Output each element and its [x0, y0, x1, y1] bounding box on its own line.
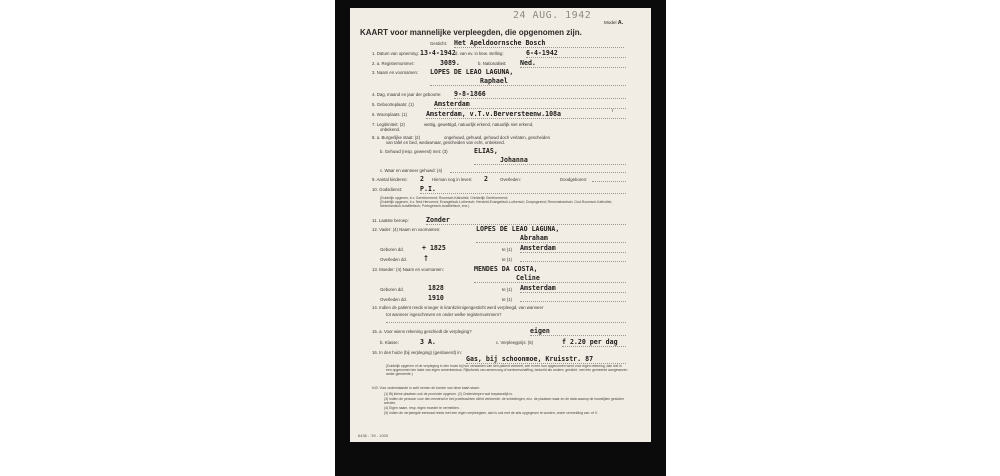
father-name-value: LOPES DE LEAO LAGUNA, — [476, 225, 560, 233]
residence-value: Amsterdam, v.T.v.Berversteenw.108a — [426, 110, 561, 118]
nationality-label: b. Nationaliteit: — [478, 61, 507, 66]
name-value: LOPES DE LEAO LAGUNA, — [430, 68, 514, 76]
father-died-label: Overleden dd. — [380, 257, 407, 262]
note-item: (1) Bij kleine plaatsen ook de provincie opgeven. (2) Onderstrepen wat toepasselijk is. — [384, 392, 513, 396]
legitimacy-options-line2: onbekend. — [380, 127, 401, 132]
religion-note: (Duidelijk opgeven, b.v. Ned.Hervormd; Evangelisch-Luthersch; Hersteld-Evangelisch-Luthersch; Doopsgezind; Remonstrantsch; Oud-Roomsch-Katholiek; Nederlandsch-Israëlietisch; Portugeesch-Israëlietisch, enz.) — [380, 200, 613, 209]
institution-label: Gesticht: — [430, 41, 447, 46]
civil-status-options: ongehuwd, gehuwd, gehuwd doch verlaten, gescheiden — [444, 135, 551, 140]
father-born-place: Amsterdam — [520, 244, 556, 252]
religion-label: 10. Godsdienst: — [372, 187, 403, 192]
model-label-text: Model — [604, 20, 617, 25]
birthplace-label: 5. Geboorteplaats: (1) — [372, 102, 414, 107]
prior-admission-label: 14. Indien de patiënt reeds vroeger in krankzinnigengesticht werd verpleegd, van wanneer — [372, 305, 544, 310]
father-name-value-line2: Abraham — [520, 234, 548, 242]
note-item: (4) Eigen naam, resp. eigen moeder te vermelden. — [384, 406, 460, 410]
model-value: A. — [617, 20, 624, 26]
religion-value: P.I. — [420, 185, 436, 193]
date-stamp: 24 AUG. 1942 — [513, 10, 592, 21]
mother-born-label: Geboren dd. — [380, 287, 404, 292]
prior-admission-label-line2: tot wanneer ingeschreven en onder welke registernummers? — [386, 312, 502, 317]
father-died-value: † — [424, 254, 428, 262]
civil-status-options-line2: van tafel en bed, weduwnaar, gescheiden van echt, onbekend. — [386, 140, 505, 145]
mother-born-value: 1828 — [428, 284, 444, 292]
father-born-label: Geboren dd. — [380, 247, 404, 252]
mother-label: 13. Moeder: (4) Naam en voornamen: — [372, 267, 444, 272]
detention-date-label: d. van ev. in bew. stelling: — [455, 51, 504, 56]
registration-card — [350, 8, 651, 442]
spouse-value: ELIAS, — [474, 147, 498, 155]
register-number-label: 2. a. Registernummer: — [372, 61, 415, 66]
note-item: (5) Indien de verpleegde eenmaal reeds met een eigen verpleegster, dan is ook met de arts opgegeven te worden, onder vermelding van: et V. — [384, 411, 598, 415]
residence-superscript: I — [612, 108, 614, 113]
care-location-value: Gas, bij schoonmoe, Kruisstr. 87 — [466, 355, 594, 363]
name-value-line2: Raphael — [480, 77, 508, 85]
birthplace-value: Amsterdam — [434, 100, 470, 108]
last-profession-label: 11. Laatste beroep: — [372, 218, 409, 223]
birth-date-value: 9-8-1866 — [454, 90, 486, 98]
children-alive-label: Hiervan nog in leven: — [432, 177, 473, 182]
mother-born-at-label: te (1) — [502, 287, 513, 292]
spouse-label: b. Gehuwd (resp. geweest) met: (3) — [380, 149, 448, 154]
mother-died-value: 1910 — [428, 294, 444, 302]
mother-died-at-label: te (1) — [502, 297, 513, 302]
admission-date-value: 13-4-1942 — [420, 49, 456, 57]
marriage-place-label: c. Waar en wanneer gehuwd: (4) — [380, 168, 443, 173]
mother-name-value-line2: Celine — [516, 274, 540, 282]
children-deceased-label: Overleden: — [500, 177, 522, 182]
card-title: KAART voor mannelijke verpleegden, die opgenomen zijn. — [360, 28, 582, 37]
civil-status-label: 8. a. Burgerlijke staat: (2) — [372, 135, 421, 140]
father-label: 12. Vader: (4) Naam en voornamen: — [372, 227, 441, 232]
legitimacy-options: wettig, gewettigd, natuurlijk erkend, natuurlijk niet erkend, — [424, 122, 534, 127]
model-label — [604, 20, 623, 26]
last-profession-value: Zonder — [426, 216, 450, 224]
mother-born-place: Amsterdam — [520, 284, 556, 292]
nationality-value: Ned. — [520, 59, 536, 67]
father-died-at-label: te (1) — [502, 257, 513, 262]
children-stillborn-label: Doodgeboren: — [560, 177, 588, 182]
spouse-value-line2: Johanna — [500, 156, 528, 164]
mother-died-label: Overleden dd. — [380, 297, 407, 302]
institution-value: Het Apeldoornsche Bosch — [454, 39, 546, 47]
register-number-value: 3089. — [440, 59, 460, 67]
care-price-value: f 2.20 per dag — [562, 338, 618, 346]
children-label: 9. Aantal kinderen: — [372, 177, 408, 182]
payer-value: eigen — [530, 327, 550, 335]
children-alive-value: 2 — [484, 175, 488, 183]
care-price-label: c. Verpleegprijs: (5) — [496, 340, 534, 345]
print-code: 6436 - '39 - 1000 — [358, 433, 389, 438]
care-location-label: 16. In den huize (bij verpleging) (gesitueerd) in: — [372, 350, 462, 355]
children-value: 2 — [420, 175, 424, 183]
note-item: (3) Indien de persoon voor den eerstend in het proefwachten cliënt verkeerde: de scheidingen, enz. de plaatsen waar en de data waarop de huwelijken gesloten werden. — [384, 397, 624, 406]
admission-date-label: 1. Datum van opneming: — [372, 51, 419, 56]
legitimacy-label: 7. Legitimiteit: (2) — [372, 122, 405, 127]
religion-note-head: (Duidelijk opgeven, b.v. Gereformeerd; Roomsch-Katholiek; Christelijk Gereformeerd; — [380, 196, 508, 200]
birth-date-label: 4. Dag, maand en jaar der geboorte: — [372, 92, 442, 97]
notes-intro: N.B. Voor onderstaande in acht nemen de komen van deze kaart staan: — [372, 386, 480, 390]
class-value: 3 A. — [420, 338, 436, 346]
payer-label: 15. a. Voor wiens rekening geschiedt de verpleging? — [372, 329, 472, 334]
mother-name-value: MENDES DA COSTA, — [474, 265, 538, 273]
care-location-note: (Duidelijk opgeven of de verpleging in den huize bij hun verwanten van den patient verkeert, wel in een hun opgenomen werd voor eigen rekening, dan wel in een opgenomen ten laste van eigen armenbestuur, Rijksfonds van armenzorg of werkverschaffing, bedoeld als andere, gesticht. met één gemeente aangewezen ander gemeente.) — [386, 364, 628, 377]
residence-label: 6. Woonplaats: (1) — [372, 112, 408, 117]
name-label: 3. Naam en voornamen: — [372, 70, 419, 75]
class-label: b. Klasse: — [380, 340, 399, 345]
father-born-value: + 1825 — [422, 244, 446, 252]
detention-date-value: 6-4-1942 — [526, 49, 558, 57]
father-born-at-label: te (1) — [502, 247, 513, 252]
